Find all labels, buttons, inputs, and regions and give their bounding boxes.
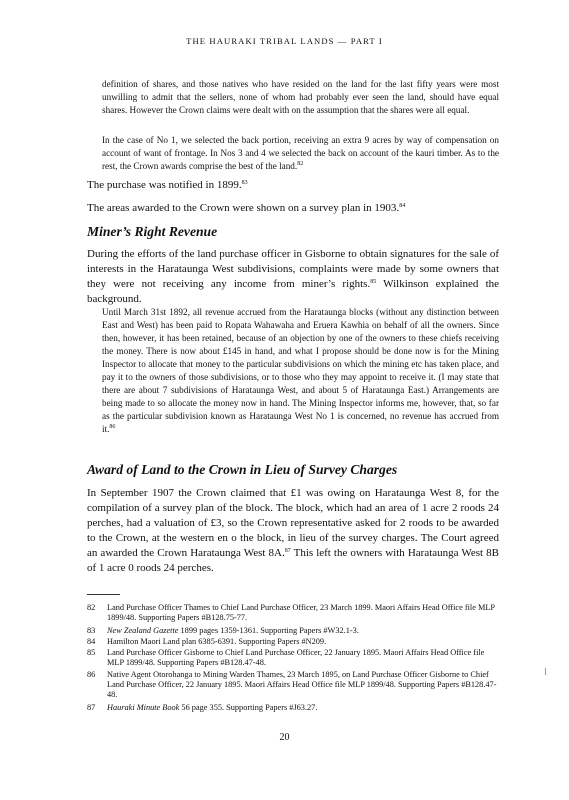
footnote-number: 87	[87, 703, 96, 712]
paragraph-purchase-notified	[87, 178, 499, 193]
scan-mark	[545, 668, 546, 675]
footnote-number: 82	[87, 603, 96, 612]
footnote-86	[87, 670, 499, 701]
paragraph-survey-charges	[87, 486, 499, 576]
footnote-text: Land Purchase Officer Thames to Chief Land Purchase Officer, 23 March 1899. Maori Affairs Head Office file MLP 1899/48. Supporting Papers #B128.75-77.	[107, 603, 495, 623]
footnote-83	[87, 626, 499, 636]
footnote-number: 85	[87, 648, 96, 657]
paragraph-text: Wilkinson explained the background.	[87, 278, 500, 305]
paragraph-survey-plan	[87, 201, 499, 216]
block-quote-wilkinson	[102, 306, 499, 436]
paragraph-text: The purchase was notified in 1899.	[87, 179, 242, 191]
footnote-82	[87, 603, 499, 623]
footnote-title: New Zealand Gazette	[107, 626, 179, 635]
paragraph-text: During the efforts of the land purchase officer in Gisborne to obtain signatures for the sale of interests in the Harataunga West subdivisions, complaints were made by some owners that they were not receiving any income from miner’s rights.	[87, 248, 499, 290]
footnote-number: 83	[87, 626, 96, 635]
footnote-85	[87, 648, 499, 668]
block-quote-selection	[102, 134, 499, 173]
section-heading-miners-right: Miner’s Right Revenue	[87, 224, 218, 239]
footnote-number: 84	[87, 637, 96, 646]
page-number: 20	[279, 732, 290, 743]
footnote-87	[87, 703, 499, 713]
running-head: THE HAURAKI TRIBAL LANDS — PART I	[186, 36, 383, 46]
footnote-ref[interactable]: 85	[370, 279, 377, 285]
footnote-text: Hamilton Maori Land plan 6385-6391. Supporting Papers #N209.	[107, 637, 327, 646]
footnote-separator	[87, 594, 120, 595]
footnote-ref[interactable]: 82	[297, 161, 304, 167]
footnote-detail: 56 page 355. Supporting Papers #J63.27.	[179, 703, 318, 712]
block-quote-shares	[102, 78, 499, 117]
footnote-ref[interactable]: 86	[109, 424, 116, 430]
footnote-number: 86	[87, 670, 96, 679]
footnote-ref[interactable]: 87	[284, 548, 291, 554]
footnote-text: Native Agent Otorohanga to Mining Warden Thames, 23 March 1895, on Land Purchase Officer Gisborne to Chief Land Purchase Officer, 22 January 1895. Maori Affairs Head Office file MLP 1899/48. Supporting Papers #B128.47-48.	[107, 670, 497, 700]
footnote-title: Hauraki Minute Book	[107, 703, 180, 712]
footnote-detail: 1899 pages 1359-1361. Supporting Papers #W32.1-3.	[178, 626, 359, 635]
quote-text: In the case of No 1, we selected the back portion, receiving an extra 9 acres by way of compensation on account of want of frontage. In Nos 3 and 4 we selected the back on account of the kauri timber. As to the rest, the Crown awards comprise the best of the land.	[102, 135, 499, 171]
footnote-text	[107, 703, 499, 713]
footnote-text: Land Purchase Officer Gisborne to Chief Land Purchase Officer, 22 January 1895. Maori Affairs Head Office file MLP 1899/48. Supporting Papers #B128.47-48.	[107, 648, 485, 668]
section-heading-survey-charges: Award of Land to the Crown in Lieu of Survey Charges	[87, 462, 398, 477]
paragraph-miners-right	[87, 247, 499, 307]
quote-text: Until March 31st 1892, all revenue accrued from the Harataunga blocks (without any distinction between East and West) has been paid to Ropata Wahawaha and Eruera Kawhia on behalf of all the owners. Since then, however, it has been retained, because of an objection by one of the owners to these chiefs receiving the money. There is now about £145 in hand, and what I propose should be done now is for the Mining Inspector to allocate that money to the particular subdivisions on which the mining etc has taken place, and pay it to the owners of those subdivisions, or to those who they may appoint to receive it. (I may state that there are about 7 subdivisions of Harataunga West, and about 5 of Harataunga East.) Arrangements are being made to so allocate the money now in hand. The Mining Inspector informs me, however, that, so far as the particular subdivision known as Harataunga West No 1 is concerned, no revenue has accrued from it.	[102, 307, 499, 434]
paragraph-text: In September 1907 the Crown claimed that £1 was owing on Harataunga West 8, for the compilation of a survey plan of the block. The block, which had an area of 1 acre 2 roods 24 perches, had a valuation of £3, so the Crown representative asked for 2 roods to be awarded to the Crown, at the western en o the block, in lieu of the survey charges. The Court agreed an awarded the Crown Harataunga West 8A.	[87, 487, 499, 559]
paragraph-text: This left the owners with Harataunga West 8B of 1 acre 0 roods 24 perches.	[87, 547, 499, 574]
footnote-84	[87, 637, 499, 647]
footnote-text	[107, 626, 499, 636]
paragraph-text: The areas awarded to the Crown were shown on a survey plan in 1903.	[87, 202, 400, 214]
footnote-ref[interactable]: 84	[399, 203, 406, 209]
quote-text: definition of shares, and those natives who have resided on the land for the last fifty years were most unwilling to admit that the sellers, none of whom had probably ever seen the land, should have equal shares. However the Crown claims were dealt with on the assumption that the shares were all equal.	[102, 79, 499, 115]
footnote-ref[interactable]: 83	[241, 180, 248, 186]
